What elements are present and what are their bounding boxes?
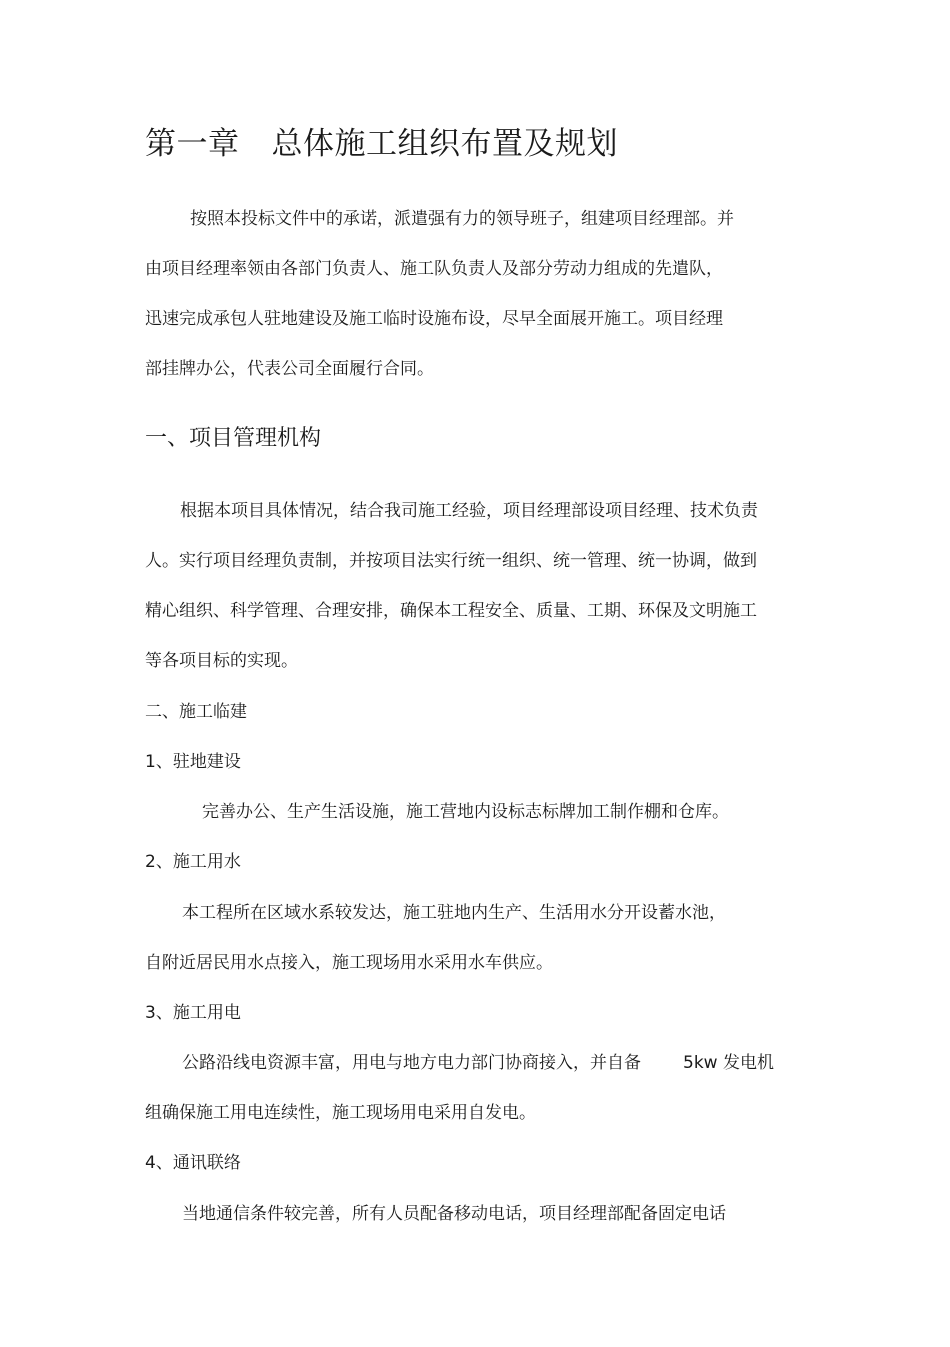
intro-line-4: 部挂牌办公，代表公司全面履行合同。: [145, 359, 434, 379]
subsection3-line-1: [182, 1052, 774, 1074]
subsection-heading-4: 4、通讯联络: [145, 1153, 241, 1173]
section1-line-3: 精心组织、科学管理、合理安排，确保本工程安全、质量、工期、环保及文明施工: [145, 601, 757, 621]
intro-line-3: 迅速完成承包人驻地建设及施工临时设施布设，尽早全面展开施工。项目经理: [145, 309, 723, 329]
subsection1-line-1: 完善办公、生产生活设施，施工营地内设标志标牌加工制作棚和仓库。: [202, 802, 729, 822]
subsection2-line-1: 本工程所在区域水系较发达，施工驻地内生产、生活用水分开设蓄水池，: [182, 903, 726, 923]
section1-line-4: 等各项目标的实现。: [145, 651, 298, 671]
subsection-heading-3: 3、施工用电: [145, 1003, 241, 1023]
section1-line-2: 人。实行项目经理负责制，并按项目法实行统一组织、统一管理、统一协调，做到: [145, 551, 757, 571]
subsection3-line-1-text: 公路沿线电资源丰富，用电与地方电力部门协商接入，并自备: [182, 1053, 641, 1073]
subsection3-line-2: 组确保施工用电连续性，施工现场用电采用自发电。: [145, 1103, 536, 1123]
subsection4-line-1: 当地通信条件较完善，所有人员配备移动电话，项目经理部配备固定电话: [182, 1204, 726, 1224]
intro-line-2: 由项目经理率领由各部门负责人、施工队负责人及部分劳动力组成的先遣队，: [145, 259, 723, 279]
intro-line-1: 按照本投标文件中的承诺，派遣强有力的领导班子，组建项目经理部。并: [190, 209, 734, 229]
chapter-title: [145, 124, 618, 164]
subsection-heading-2: 2、施工用水: [145, 852, 241, 872]
generator-spec: 5kw 发电机: [683, 1053, 774, 1073]
section-heading-2: 二、施工临建: [145, 702, 247, 722]
chapter-heading: 总体施工组织布置及规划: [271, 126, 618, 162]
section1-line-1: 根据本项目具体情况，结合我司施工经验，项目经理部设项目经理、技术负责: [180, 501, 758, 521]
chapter-number: 第一章: [145, 126, 240, 162]
subsection2-line-2: 自附近居民用水点接入，施工现场用水采用水车供应。: [145, 953, 553, 973]
section-heading-1: 一、项目管理机构: [145, 426, 322, 451]
subsection-heading-1: 1、驻地建设: [145, 752, 241, 772]
